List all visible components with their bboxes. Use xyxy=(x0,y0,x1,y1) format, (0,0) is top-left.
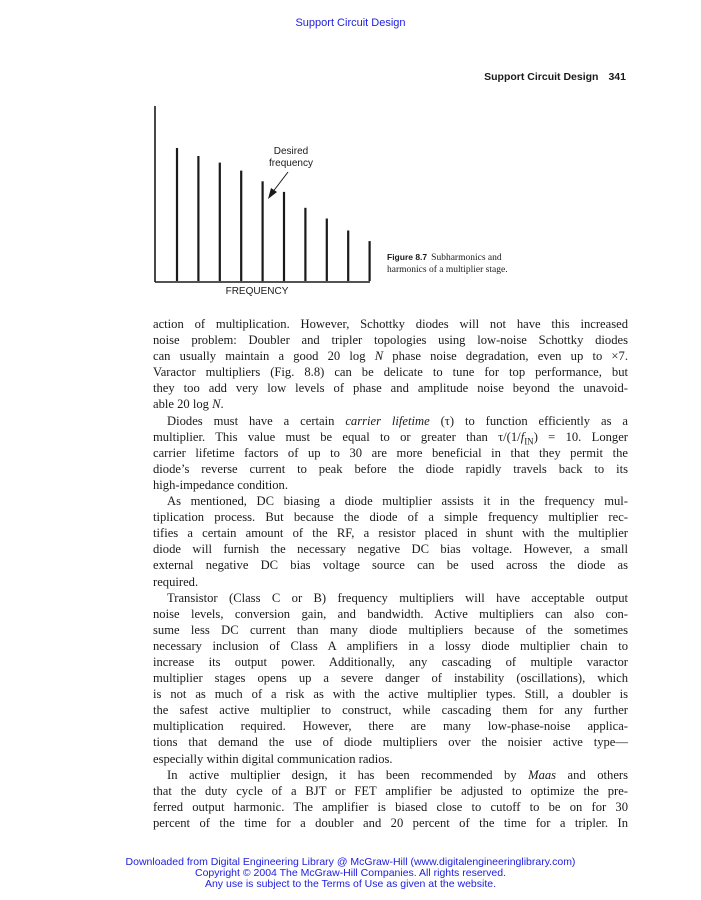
text-line xyxy=(153,557,628,573)
text-line xyxy=(153,493,628,509)
text-run: diode will furnish the necessary negative DC bias voltage. However, a small xyxy=(153,542,628,557)
text-run: the safest active multiplier to construct, while cascading them for any further xyxy=(153,703,628,718)
text-run: especially within digital communication radios. xyxy=(153,751,393,766)
text-line xyxy=(153,461,628,477)
text-line xyxy=(153,574,628,590)
text-line xyxy=(153,541,628,557)
bar-harmonic-10 xyxy=(369,241,371,281)
text-line xyxy=(153,509,628,525)
text-line xyxy=(153,799,628,815)
x-axis-label: FREQUENCY xyxy=(225,286,289,297)
text-run: they too add very low levels of phase and amplitude noise beyond the unavoid- xyxy=(153,381,628,396)
text-run: Transistor (Class C or B) frequency multipliers will have acceptable output xyxy=(167,590,628,605)
footer-terms[interactable]: Any use is subject to the Terms of Use as given at the website. xyxy=(204,878,497,890)
bar-desired-frequency xyxy=(283,192,285,281)
text-line xyxy=(153,477,628,493)
annotation-arrowhead xyxy=(268,188,277,199)
bar-harmonic-5 xyxy=(262,181,264,281)
text-run: and others xyxy=(556,767,629,782)
text-line xyxy=(153,622,628,638)
text-line xyxy=(153,718,628,734)
annotation-line2: frequency xyxy=(269,158,313,169)
bar-harmonic-7 xyxy=(304,208,306,281)
text-line xyxy=(153,316,628,332)
footer-copyright[interactable]: Copyright © 2004 The McGraw-Hill Companies. All rights reserved. xyxy=(195,867,506,879)
text-run: Varactor multipliers (Fig. 8.8) can be delicate to tune for top performance, but xyxy=(153,365,628,380)
text-run: required. xyxy=(153,574,199,589)
text-run: tiplication process. But because the diode of a simple frequency multiplier rec- xyxy=(153,510,628,525)
text-line xyxy=(153,413,628,429)
text-line xyxy=(153,815,628,831)
text-line xyxy=(153,332,628,348)
text-run: action of multiplication. However, Schottky diodes will not have this increased xyxy=(153,317,628,331)
caption-line1: Subharmonics and xyxy=(431,253,502,263)
running-title: Support Circuit Design xyxy=(484,71,599,83)
text-run: As mentioned, DC biasing a diode multiplier assists it in the frequency mul- xyxy=(167,494,628,509)
text-line xyxy=(153,606,628,622)
figure-caption xyxy=(387,252,587,276)
text-run: can usually maintain a good 20 log xyxy=(153,349,375,364)
text-run: noise problem: Doubler and tripler topologies using low-noise Schottky diodes xyxy=(153,333,628,348)
text-line xyxy=(153,783,628,799)
text-line xyxy=(153,445,628,461)
text-line xyxy=(153,670,628,686)
footer xyxy=(0,857,701,890)
text-line xyxy=(153,686,628,702)
bar-harmonic-4 xyxy=(240,171,242,281)
text-line xyxy=(153,364,628,380)
text-run: able 20 log xyxy=(153,397,213,412)
text-run: In active multiplier design, it has been recommended by xyxy=(167,767,529,782)
text-run: Maas xyxy=(528,767,557,782)
text-run: that the duty cycle of a BJT or FET amplifier be adjusted to optimize the pre- xyxy=(153,783,628,798)
text-run: multiplier stages opens up a severe danger of instability (oscillations), which xyxy=(153,671,628,686)
text-run: (τ) to function efficiently as a xyxy=(429,413,628,428)
bar-harmonic-9 xyxy=(347,231,349,282)
text-run: noise levels, conversion gain, and bandwidth. Active multipliers can also con- xyxy=(153,606,628,621)
footer-download-link[interactable]: Downloaded from Digital Engineering Library @ McGraw-Hill (www.digitalengineeringlibrary.com) xyxy=(125,856,576,868)
text-line xyxy=(153,590,628,606)
text-run: sume less DC current than many diode multipliers because of the sometimes xyxy=(153,622,628,637)
text-run: diode’s reverse current to peak before the diode rapidly travels back to its xyxy=(153,461,628,476)
figure-8-7 xyxy=(0,0,701,310)
text-run: phase noise degradation, even up to ×7. xyxy=(383,349,628,364)
text-line xyxy=(153,702,628,718)
page-number: 341 xyxy=(608,71,626,83)
caption-label: Figure 8.7 xyxy=(387,252,428,262)
text-line xyxy=(153,348,628,364)
annotation-line1: Desired xyxy=(273,146,309,157)
bar-harmonic-8 xyxy=(326,219,328,282)
text-run: tifies a certain amount of the RF, a resistor placed in shunt with the multiplier xyxy=(153,526,628,541)
body-text xyxy=(153,316,628,831)
bar-harmonic-1 xyxy=(176,148,178,281)
text-run: high-impedance condition. xyxy=(153,477,288,492)
text-run: . xyxy=(220,397,224,412)
text-run: f xyxy=(520,429,525,444)
text-line xyxy=(153,380,628,396)
text-line xyxy=(153,734,628,750)
text-run: ) = 10. Longer xyxy=(533,429,628,444)
text-run: N xyxy=(212,397,221,412)
text-run: tions that demand the use of diode multipliers over the noisier active type— xyxy=(153,735,628,750)
top-link[interactable]: Support Circuit Design xyxy=(295,17,406,29)
text-run: carrier lifetime factors of up to 30 are more beneficial in that they permit the xyxy=(153,445,628,460)
text-run: IN xyxy=(524,436,534,447)
text-line xyxy=(153,654,628,670)
text-run: multiplication required. However, there are many low-phase-noise applica- xyxy=(153,719,628,734)
text-run: N xyxy=(374,349,384,364)
text-run: multiplier. This value must be equal to or greater than τ/(1/ xyxy=(153,429,521,444)
text-run: increase its output power. Additionally, any cascading of multiple varactor xyxy=(153,654,628,669)
text-line xyxy=(153,525,628,541)
text-run: Diodes must have a certain xyxy=(167,413,346,428)
text-run: necessary inclusion of Class A amplifiers in a lossy diode multiplier chain to xyxy=(153,638,628,653)
text-run: external negative DC bias voltage source can be used across the diode as xyxy=(153,558,628,573)
text-line xyxy=(153,767,628,783)
text-line xyxy=(153,429,628,445)
bar-harmonic-2 xyxy=(197,156,199,281)
text-run: is not as much of a risk as with the active multiplier types. Still, a doubler is xyxy=(153,687,628,702)
text-run: carrier lifetime xyxy=(345,413,430,428)
text-line xyxy=(153,638,628,654)
annotation-arrow-shaft xyxy=(272,172,288,193)
text-line xyxy=(153,396,628,412)
text-run: percent of the time for a doubler and 20 percent of the time for a tripler. In xyxy=(153,815,628,830)
bar-harmonic-3 xyxy=(219,163,221,281)
caption-line2: harmonics of a multiplier stage. xyxy=(387,264,508,275)
text-run: ferred output harmonic. The amplifier is biased close to cutoff to be on for 30 xyxy=(153,799,628,814)
harmonics-chart xyxy=(0,0,701,310)
text-line xyxy=(153,751,628,767)
